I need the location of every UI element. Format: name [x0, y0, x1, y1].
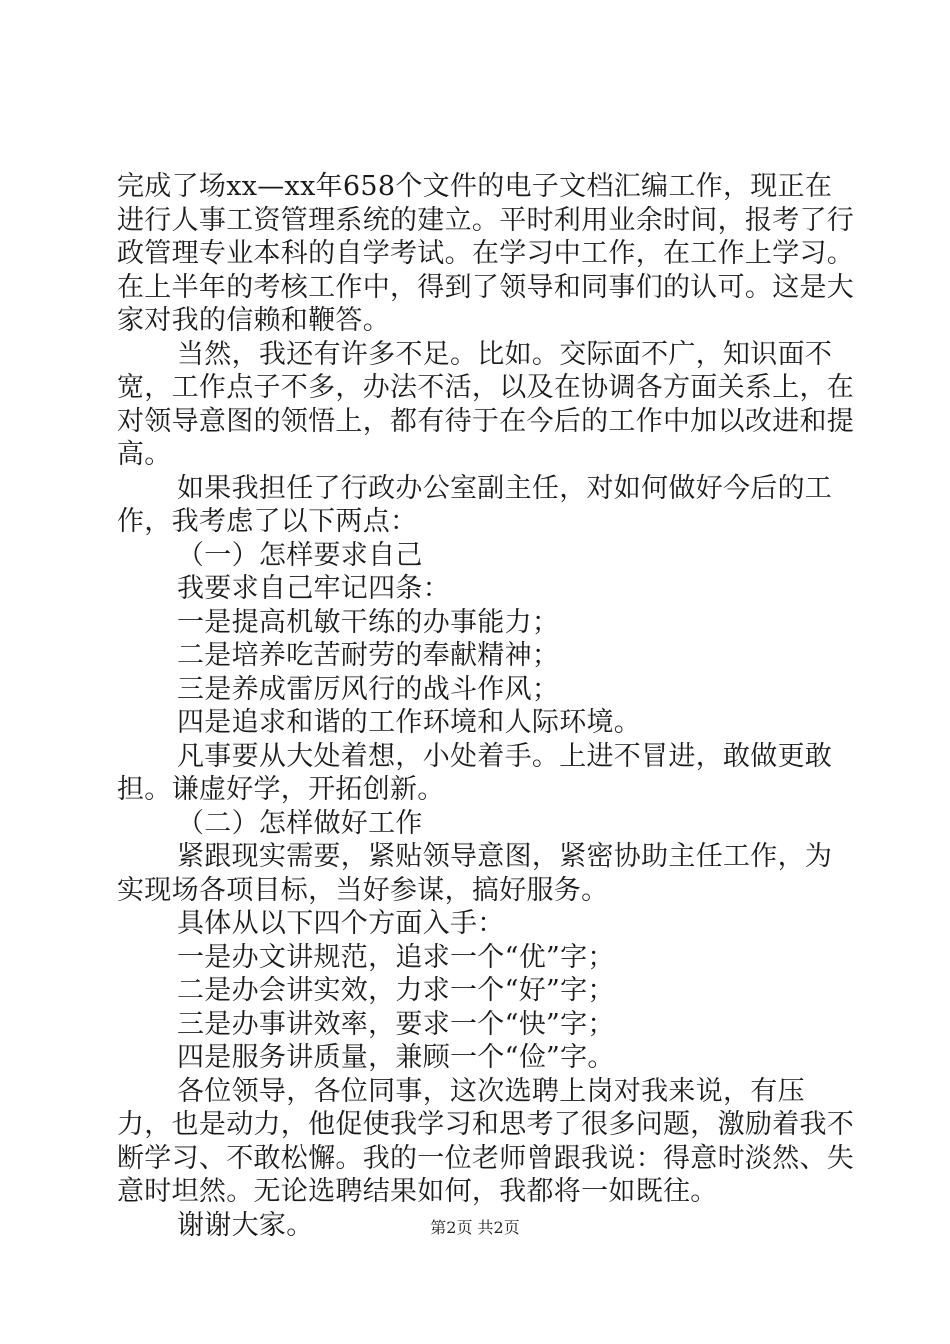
- paragraph-four-aspects: 具体从以下四个方面入手：: [177, 908, 505, 939]
- document-body: [117, 170, 857, 1242]
- list-item: 二是培养吃苦耐劳的奉献精神；: [177, 640, 560, 671]
- paragraph-continuation: 完成了场xx—xx年658个文件的电子文档汇编工作，现正在进行人事工资管理系统的建立。平时利用业余时间，报考了行政管理专业本科的自学考试。在学习中工作，在工作上学习。在上半年的考核工作中，得到了领导和同事们的认可。这是大家对我的信赖和鞭答。: [117, 171, 855, 336]
- paragraph-thanks: 谢谢大家。: [177, 1209, 314, 1241]
- paragraph-four-rules: 我要求自己牢记四条：: [177, 573, 450, 604]
- paragraph-work-focus: 紧跟现实需要，紧贴领导意图，紧密协助主任工作，为实现场各项目标，当好参谋，搞好服务。: [117, 841, 833, 906]
- paragraph-attitude: 凡事要从大处着想，小处着手。上进不冒进，敢做更敢担。谦虚好学，开拓创新。: [117, 740, 833, 805]
- paragraph-closing: 各位领导，各位同事，这次选聘上岗对我来说，有压力，也是动力，他促使我学习和思考了很多问题，激励着我不断学习、不敢松懈。我的一位老师曾跟我说：得意时淡然、失意时坦然。无论选聘结果如何，我都将一如既往。: [117, 1075, 855, 1207]
- paragraph-plan-intro: 如果我担任了行政办公室副主任，对如何做好今后的工作，我考虑了以下两点：: [117, 472, 833, 537]
- section-heading-2: （二）怎样做好工作: [177, 807, 423, 839]
- list-item: 四是追求和谐的工作环境和人际环境。: [177, 707, 642, 738]
- paragraph-shortcomings: 当然，我还有许多不足。比如。交际面不广，知识面不宽，工作点子不多，办法不活，以及在协调各方面关系上，在对领导意图的领悟上，都有待于在今后的工作中加以改进和提高。: [117, 338, 855, 470]
- list-item: 三是养成雷厉风行的战斗作风；: [177, 673, 560, 705]
- section-heading-1: （一）怎样要求自己: [177, 539, 423, 571]
- page-footer: 第2页 共2页: [430, 1218, 520, 1237]
- list-item: 三是办事讲效率，要求一个“快”字；: [177, 1008, 615, 1040]
- list-item: 二是办会讲实效，力求一个“好”字；: [177, 975, 615, 1006]
- list-item: 一是办文讲规范，追求一个“优”字；: [177, 941, 615, 973]
- list-item: 四是服务讲质量，兼顾一个“俭”字。: [177, 1042, 615, 1073]
- list-item: 一是提高机敏干练的办事能力；: [177, 606, 560, 638]
